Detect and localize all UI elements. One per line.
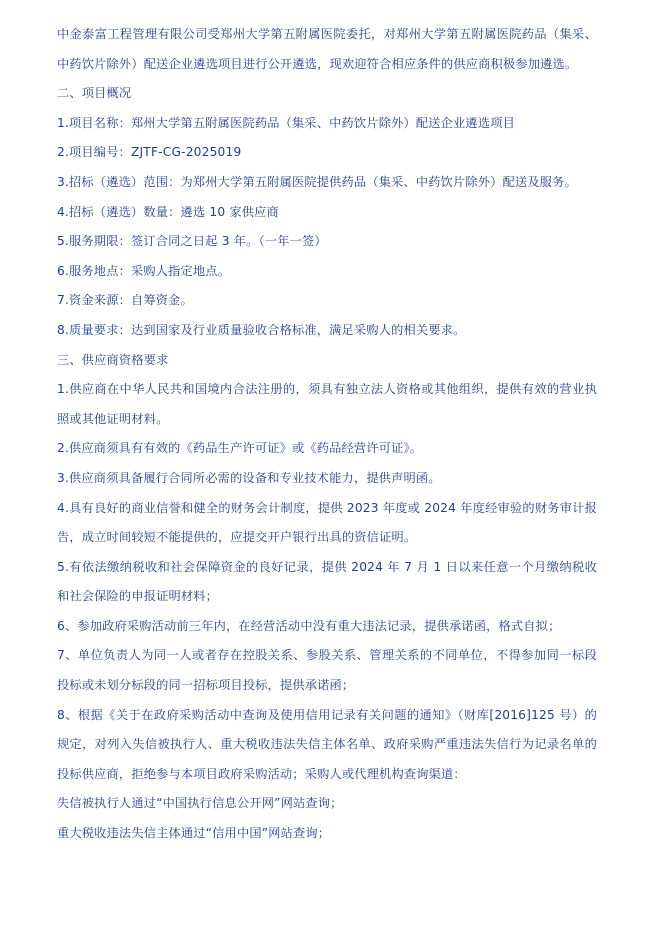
bid-scope-item: 3.招标（遴选）范围：为郑州大学第五附属医院提供药品（集采、中药饮片除外）配送及服务。	[57, 174, 577, 189]
document-body	[57, 20, 597, 849]
qualification-item: 7、单位负责人为同一人或者存在控股关系、参股关系、管理关系的不同单位，不得参加同一标段投标或未划分标段的同一招标项目投标，提供承诺函；	[57, 648, 597, 693]
qualification-item: 2.供应商须具有有效的《药品生产许可证》或《药品经营许可证》。	[57, 441, 423, 456]
qualification-item: 1.供应商在中华人民共和国境内合法注册的，须具有独立法人资格或其他组织，提供有效的营业执照或其他证明材料。	[57, 382, 597, 426]
qualification-item: 8、根据《关于在政府采购活动中查询及使用信用记录有关问题的通知》（财库[2016]125 号）的规定，对列入失信被执行人、重大税收违法失信主体名单、政府采购严重违法失信行为记录名单的投标供应商，拒绝参与本项目政府采购活动；采购人或代理机构查询渠道：	[57, 707, 597, 781]
section-heading-supplier-qualifications: 三、供应商资格要求	[57, 352, 169, 367]
project-name-item: 1.项目名称：郑州大学第五附属医院药品（集采、中药饮片除外）配送企业遴选项目	[57, 115, 515, 130]
qualification-item: 4.具有良好的商业信誉和健全的财务会计制度，提供 2023 年度或 2024 年度经审验的财务审计报告，成立时间较短不能提供的，应提交开户银行出具的资信证明。	[57, 500, 597, 545]
service-location-item: 6.服务地点：采购人指定地点。	[57, 263, 231, 278]
service-period-item: 5.服务期限：签订合同之日起 3 年。（一年一签）	[57, 234, 327, 249]
section-heading-project-overview: 二、项目概况	[57, 86, 132, 101]
query-channel-item: 失信被执行人通过“中国执行信息公开网”网站查询；	[57, 796, 343, 811]
intro-paragraph: 中金泰富工程管理有限公司受郑州大学第五附属医院委托，对郑州大学第五附属医院药品（集采、中药饮片除外）配送企业遴选项目进行公开遴选，现欢迎符合相应条件的供应商积极参加遴选。	[57, 27, 597, 71]
project-number-item: 2.项目编号：ZJTF-CG-2025019	[57, 145, 242, 160]
qualification-item: 6、参加政府采购活动前三年内，在经营活动中没有重大违法记录，提供承诺函，格式自拟；	[57, 618, 561, 633]
query-channel-item: 重大税收违法失信主体通过“信用中国”网站查询；	[57, 826, 331, 841]
bid-quantity-item: 4.招标（遴选）数量：遴选 10 家供应商	[57, 204, 279, 219]
qualification-item: 3.供应商须具备履行合同所必需的设备和专业技术能力，提供声明函。	[57, 470, 441, 485]
qualification-item: 5.有依法缴纳税收和社会保障资金的良好记录，提供 2024 年 7 月 1 日以来任意一个月缴纳税收和社会保险的申报证明材料；	[57, 559, 597, 604]
fund-source-item: 7.资金来源：自筹资金。	[57, 293, 193, 308]
quality-requirement-item: 8.质量要求：达到国家及行业质量验收合格标准，满足采购人的相关要求。	[57, 322, 466, 337]
